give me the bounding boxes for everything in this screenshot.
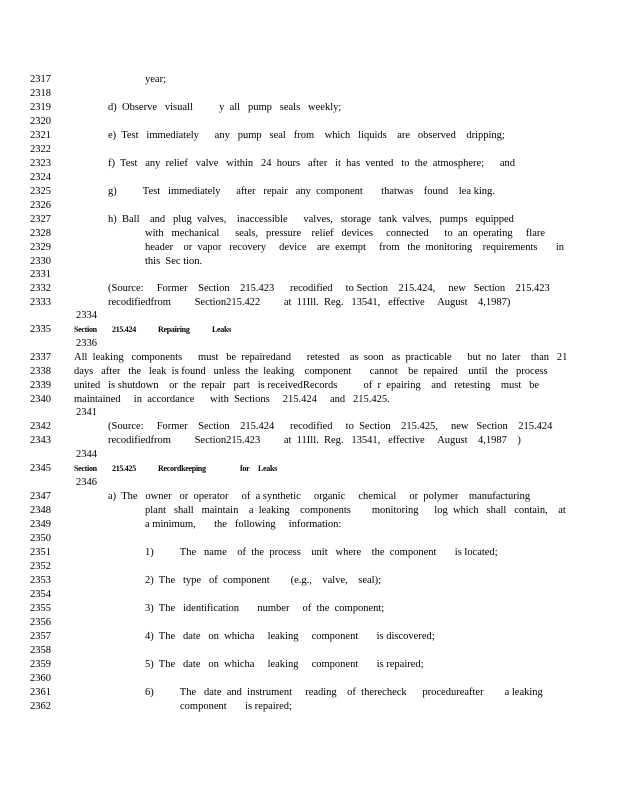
line-text: 3) The identification number of the component;	[145, 603, 385, 614]
line-number: 2317	[30, 74, 51, 85]
line-number: 2319	[30, 102, 51, 113]
line-2343	[0, 434, 618, 447]
line-number: 2318	[30, 88, 51, 99]
line-text: e) Test immediately any pump seal from which liquids are observed dripping;	[108, 130, 505, 141]
line-2353	[0, 574, 618, 587]
line-text: 5) The date on whicha leaking component is repaired;	[145, 659, 424, 670]
line-text: 2) The type of component (e.g., valve, seal);	[145, 575, 381, 586]
line-2328	[0, 227, 618, 240]
line-text: maintained in accordance with Sections 215.424 and 215.425.	[74, 394, 390, 405]
line-number: 2361	[30, 687, 51, 698]
line-number: 2336	[76, 338, 97, 349]
line-number: 2355	[30, 603, 51, 614]
line-2323	[0, 157, 618, 170]
line-number: 2348	[30, 505, 51, 516]
line-2324	[0, 171, 618, 184]
line-number: 2331	[30, 269, 51, 280]
line-number: 2345	[30, 463, 51, 474]
line-number: 2324	[30, 172, 51, 183]
line-text: with mechanical seals, pressure relief devices connected to an operating flare	[145, 228, 546, 239]
line-text: united is shutdown or the repair part is receivedRecords of r epairing and retesting must be	[74, 380, 540, 391]
line-2360	[0, 672, 618, 685]
line-number: 2341	[76, 407, 97, 418]
line-text: days after the leak is found unless the leaking component cannot be repaired until the process	[74, 366, 548, 377]
line-2354	[0, 588, 618, 601]
line-2342	[0, 420, 618, 433]
line-number: 2351	[30, 547, 51, 558]
heading-word: Leaks	[212, 325, 231, 334]
line-number: 2356	[30, 617, 51, 628]
line-text: 6) The date and instrument reading of therecheck procedureafter a leaking	[145, 687, 543, 698]
line-number: 2320	[30, 116, 51, 127]
line-2338	[0, 365, 618, 378]
line-number: 2359	[30, 659, 51, 670]
line-text: (Source: Former Section 215.423 recodified to Section 215.424, new Section 215.423	[108, 283, 550, 294]
line-text: year;	[145, 74, 166, 85]
line-2346	[0, 476, 618, 489]
line-2355	[0, 602, 618, 615]
line-2349	[0, 518, 618, 531]
line-number: 2335	[30, 324, 51, 335]
line-2331	[0, 268, 618, 281]
heading-word: 215.425	[112, 464, 136, 473]
line-2318	[0, 87, 618, 100]
line-number: 2328	[30, 228, 51, 239]
line-text: h) Ball and plug valves, inaccessible valves, storage tank valves, pumps equipped	[108, 214, 514, 225]
line-text: a minimum, the following information:	[145, 519, 342, 530]
line-2359	[0, 658, 618, 671]
line-2332	[0, 282, 618, 295]
line-text: 4) The date on whicha leaking component is discovered;	[145, 631, 435, 642]
line-text: 1) The name of the process unit where the component is located;	[145, 547, 498, 558]
heading-word: Section	[74, 464, 97, 473]
line-text: f) Test any relief valve within 24 hours after it has vented to the atmosphere; and	[108, 158, 516, 169]
line-number: 2357	[30, 631, 51, 642]
line-text: recodifiedfrom Section215.422 at 11Ill. Reg. 13541, effective August 4,1987)	[108, 297, 511, 308]
line-number: 2344	[76, 449, 97, 460]
line-number: 2337	[30, 352, 51, 363]
line-2330	[0, 255, 618, 268]
line-2350	[0, 532, 618, 545]
line-number: 2339	[30, 380, 51, 391]
line-number: 2346	[76, 477, 97, 488]
line-number: 2360	[30, 673, 51, 684]
line-2351	[0, 546, 618, 559]
heading-word: Leaks	[258, 464, 277, 473]
line-2356	[0, 616, 618, 629]
line-number: 2326	[30, 200, 51, 211]
line-number: 2334	[76, 310, 97, 321]
line-number: 2349	[30, 519, 51, 530]
line-text: (Source: Former Section 215.424 recodified to Section 215.425, new Section 215.424	[108, 421, 553, 432]
line-2358	[0, 644, 618, 657]
line-number: 2343	[30, 435, 51, 446]
line-number: 2338	[30, 366, 51, 377]
line-number: 2330	[30, 256, 51, 267]
line-number: 2329	[30, 242, 51, 253]
line-2320	[0, 115, 618, 128]
line-text: a) The owner or operator of a synthetic organic chemical or polymer manufacturing	[108, 491, 531, 502]
line-text: header or vapor recovery device are exempt from the monitoring requirements in	[145, 242, 564, 253]
line-number: 2332	[30, 283, 51, 294]
line-number: 2352	[30, 561, 51, 572]
line-number: 2353	[30, 575, 51, 586]
line-text: All leaking components must be repairedand retested as soon as practicable but no later than 21	[74, 352, 568, 363]
heading-word: Repairing	[158, 325, 190, 334]
heading-word: Section	[74, 325, 97, 334]
line-number: 2342	[30, 421, 51, 432]
line-2362	[0, 700, 618, 713]
line-number: 2347	[30, 491, 51, 502]
line-2325	[0, 185, 618, 198]
line-2347	[0, 490, 618, 503]
line-2339	[0, 379, 618, 392]
line-2322	[0, 143, 618, 156]
section-heading-215-425	[0, 462, 618, 475]
line-2361	[0, 686, 618, 699]
line-2352	[0, 560, 618, 573]
heading-word: 215.424	[112, 325, 136, 334]
line-number: 2321	[30, 130, 51, 141]
line-2337	[0, 351, 618, 364]
line-number: 2362	[30, 701, 51, 712]
line-text: component is repaired;	[180, 701, 292, 712]
line-2319	[0, 101, 618, 114]
line-number: 2327	[30, 214, 51, 225]
line-2334	[0, 309, 618, 322]
line-2348	[0, 504, 618, 517]
line-number: 2358	[30, 645, 51, 656]
line-2333	[0, 296, 618, 309]
line-number: 2323	[30, 158, 51, 169]
line-number: 2333	[30, 297, 51, 308]
line-number: 2354	[30, 589, 51, 600]
heading-word: for	[240, 464, 250, 473]
line-text: d) Observe visuall y all pump seals weekly;	[108, 102, 342, 113]
line-2321	[0, 129, 618, 142]
line-2344	[0, 448, 618, 461]
line-2357	[0, 630, 618, 643]
heading-word: Recordkeeping	[158, 464, 206, 473]
line-2327	[0, 213, 618, 226]
line-2317	[0, 73, 618, 86]
line-number: 2325	[30, 186, 51, 197]
section-heading-215-424	[0, 323, 618, 336]
line-2341	[0, 406, 618, 419]
line-text: plant shall maintain a leaking components monitoring log which shall contain, at	[145, 505, 566, 516]
line-2329	[0, 241, 618, 254]
line-number: 2350	[30, 533, 51, 544]
line-2336	[0, 337, 618, 350]
line-2340	[0, 393, 618, 406]
line-number: 2322	[30, 144, 51, 155]
line-text: g) Test immediately after repair any component thatwas found lea king.	[108, 186, 495, 197]
line-text: this Sec tion.	[145, 256, 203, 267]
line-2326	[0, 199, 618, 212]
line-text: recodifiedfrom Section215.423 at 11Ill. Reg. 13541, effective August 4,1987 )	[108, 435, 521, 446]
line-number: 2340	[30, 394, 51, 405]
